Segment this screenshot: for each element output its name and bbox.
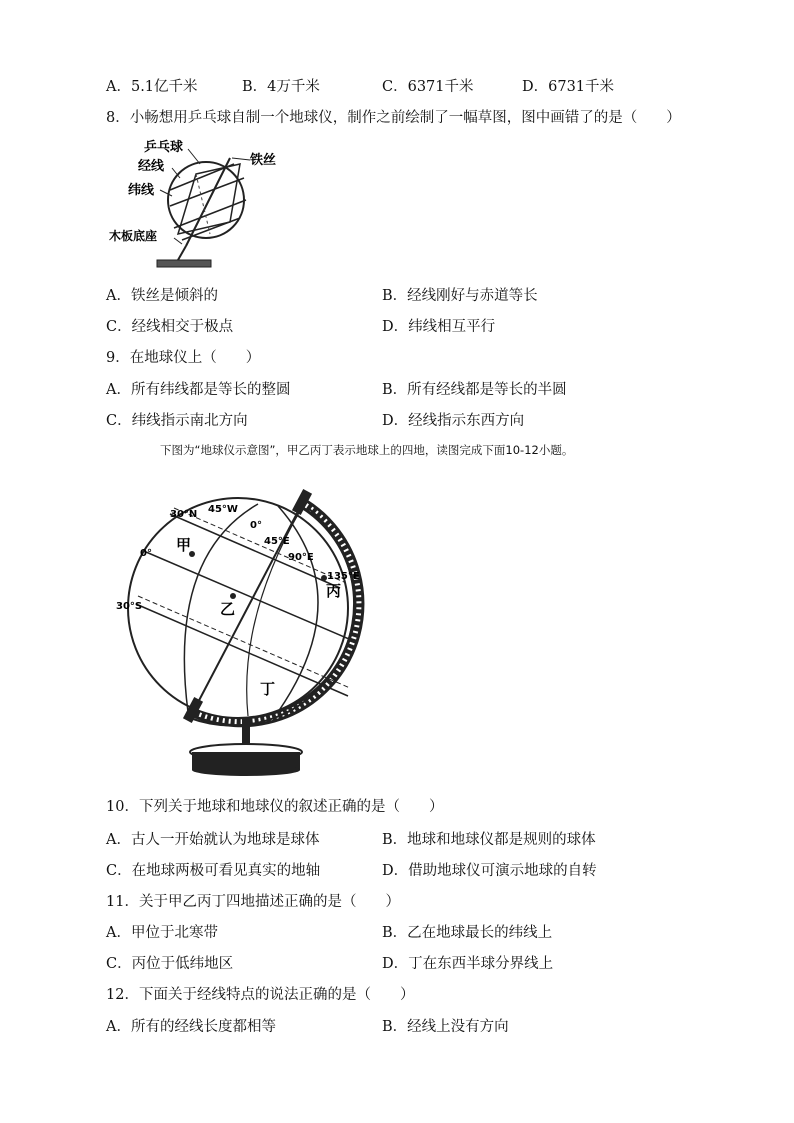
label-yi: 乙: [220, 600, 236, 618]
q10-option-d[interactable]: D．借助地球仪可演示地球的自转: [382, 863, 597, 879]
q12-stem: 12．下面关于经线特点的说法正确的是（ ）: [106, 987, 415, 1003]
label-pingpong: 乒乓球: [144, 140, 184, 155]
q9-stem: 9．在地球仪上（ ）: [106, 350, 261, 366]
q12-option-b[interactable]: B．经线上没有方向: [382, 1019, 509, 1035]
label-45w: 45°W: [208, 504, 238, 515]
q11-stem: 11．关于甲乙丙丁四地描述正确的是（ ）: [106, 894, 400, 910]
q7-option-a[interactable]: A．5.1亿千米: [106, 79, 198, 95]
globe-figure: [108, 486, 380, 782]
q9-option-d[interactable]: D．经线指示东西方向: [382, 413, 525, 429]
q11-option-c[interactable]: C．丙位于低纬地区: [106, 956, 234, 972]
q11-option-b[interactable]: B．乙在地球最长的纬线上: [382, 925, 553, 941]
label-0-meridian: 0°: [250, 520, 262, 531]
label-bing: 丙: [326, 582, 342, 600]
q7-option-c[interactable]: C．6371千米: [382, 79, 474, 95]
label-0-equator: 0°: [140, 548, 152, 559]
q9-option-b[interactable]: B．所有经线都是等长的半圆: [382, 382, 567, 398]
q8-option-d[interactable]: D．纬线相互平行: [382, 319, 496, 335]
label-latitude: 纬线: [128, 183, 155, 198]
q8-option-c[interactable]: C．经线相交于极点: [106, 319, 234, 335]
q12-option-a[interactable]: A．所有的经线长度都相等: [106, 1019, 276, 1035]
label-30n: 30°N: [170, 509, 198, 520]
q10-stem: 10．下列关于地球和地球仪的叙述正确的是（ ）: [106, 799, 444, 815]
q8-option-b[interactable]: B．经线刚好与赤道等长: [382, 288, 538, 304]
wooden-base-shape: [157, 260, 211, 267]
globe-sphere-shape: [128, 498, 348, 718]
q11-option-d[interactable]: D．丁在东西半球分界线上: [382, 956, 554, 972]
label-ding: 丁: [260, 680, 276, 698]
q10-option-b[interactable]: B．地球和地球仪都是规则的球体: [382, 832, 596, 848]
label-90e: 90°E: [288, 552, 314, 563]
q10-option-a[interactable]: A．古人一开始就认为地球是球体: [106, 832, 320, 848]
q9-option-a[interactable]: A．所有纬线都是等长的整圆: [106, 382, 291, 398]
label-30s: 30°S: [116, 601, 143, 612]
label-jia: 甲: [176, 536, 192, 554]
label-135e: 135°E: [327, 571, 360, 582]
q8-option-a[interactable]: A．铁丝是倾斜的: [106, 288, 218, 304]
globe-intro-text: 下图为“地球仪示意图”，甲乙丙丁表示地球上的四地，读图完成下面10-12小题。: [160, 443, 574, 457]
q9-option-c[interactable]: C．纬线指示南北方向: [106, 413, 248, 429]
label-wire: 铁丝: [250, 153, 277, 168]
label-longitude: 经线: [138, 159, 165, 174]
label-wooden-base: 木板底座: [109, 229, 158, 243]
q7-option-d[interactable]: D．6731千米: [522, 79, 615, 95]
q7-option-b[interactable]: B．4万千米: [242, 79, 320, 95]
q11-option-a[interactable]: A．甲位于北寒带: [106, 925, 218, 941]
q10-option-c[interactable]: C．在地球两极可看见真实的地轴: [106, 863, 321, 879]
label-45e: 45°E: [264, 536, 290, 547]
q8-stem: 8．小畅想用乒乓球自制一个地球仪，制作之前绘制了一幅草图，图中画错了的是（ ）: [106, 110, 681, 126]
q8-pingpong-globe-figure: [100, 134, 300, 274]
